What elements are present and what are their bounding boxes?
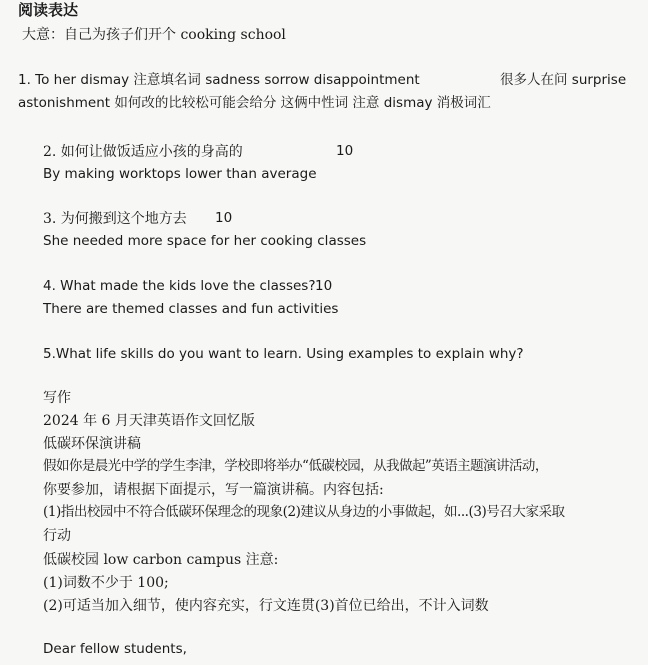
writing-note1: (1)词数不少于 100; xyxy=(43,575,169,591)
q2-score: 10 xyxy=(336,143,354,159)
q2-question: 2. 如何让做饭适应小孩的身高的 xyxy=(43,144,243,160)
writing-source: 2024 年 6 月天津英语作文回忆版 xyxy=(43,413,255,429)
writing-greeting: Dear fellow students, xyxy=(43,641,187,657)
writing-notes-title: 低碳校园 low carbon campus 注意: xyxy=(43,552,279,568)
q3-answer: She needed more space for her cooking classes xyxy=(43,233,367,249)
q1-line1: 1. To her dismay 注意填名词 sadness sorrow disappointment xyxy=(18,72,420,88)
writing-note2: (2)可适当加入细节，使内容充实，行文连贯(3)首位已给出，不计入词数 xyxy=(43,598,489,614)
writing-prompt-line1: 假如你是晨光中学的学生李津，学校即将举办“低碳校园，从我做起”英语主题演讲活动， xyxy=(43,458,548,474)
summary-line: 大意：自己为孩子们开个 cooking school xyxy=(22,27,286,43)
writing-points-line2: 行动 xyxy=(43,528,71,544)
q5-question: 5.What life skills do you want to learn. Using examples to explain why? xyxy=(43,346,524,362)
q4-question: 4. What made the kids love the classes? xyxy=(43,278,316,294)
q4-answer: There are themed classes and fun activities xyxy=(43,301,339,317)
section-heading: 阅读表达 xyxy=(18,1,79,19)
writing-points-line1: (1)指出校园中不符合低碳环保理念的现象(2)建议从身边的小事做起，如...(3)号召大家采取 xyxy=(43,504,565,520)
writing-label: 写作 xyxy=(43,390,71,406)
writing-prompt-line2: 你要参加，请根据下面提示，写一篇演讲稿。内容包括: xyxy=(43,482,384,498)
q1-line1-tail: 很多人在问 surprise xyxy=(500,72,627,88)
q1-line2: astonishment 如何改的比较松可能会给分 这俩中性词 注意 dismay 消极词汇 xyxy=(18,95,491,111)
q4-score: 10 xyxy=(315,278,333,294)
writing-topic: 低碳环保演讲稿 xyxy=(43,436,141,452)
q3-question: 3. 为何搬到这个地方去 xyxy=(43,211,187,227)
q3-score: 10 xyxy=(215,210,233,226)
q2-answer: By making worktops lower than average xyxy=(43,166,317,182)
